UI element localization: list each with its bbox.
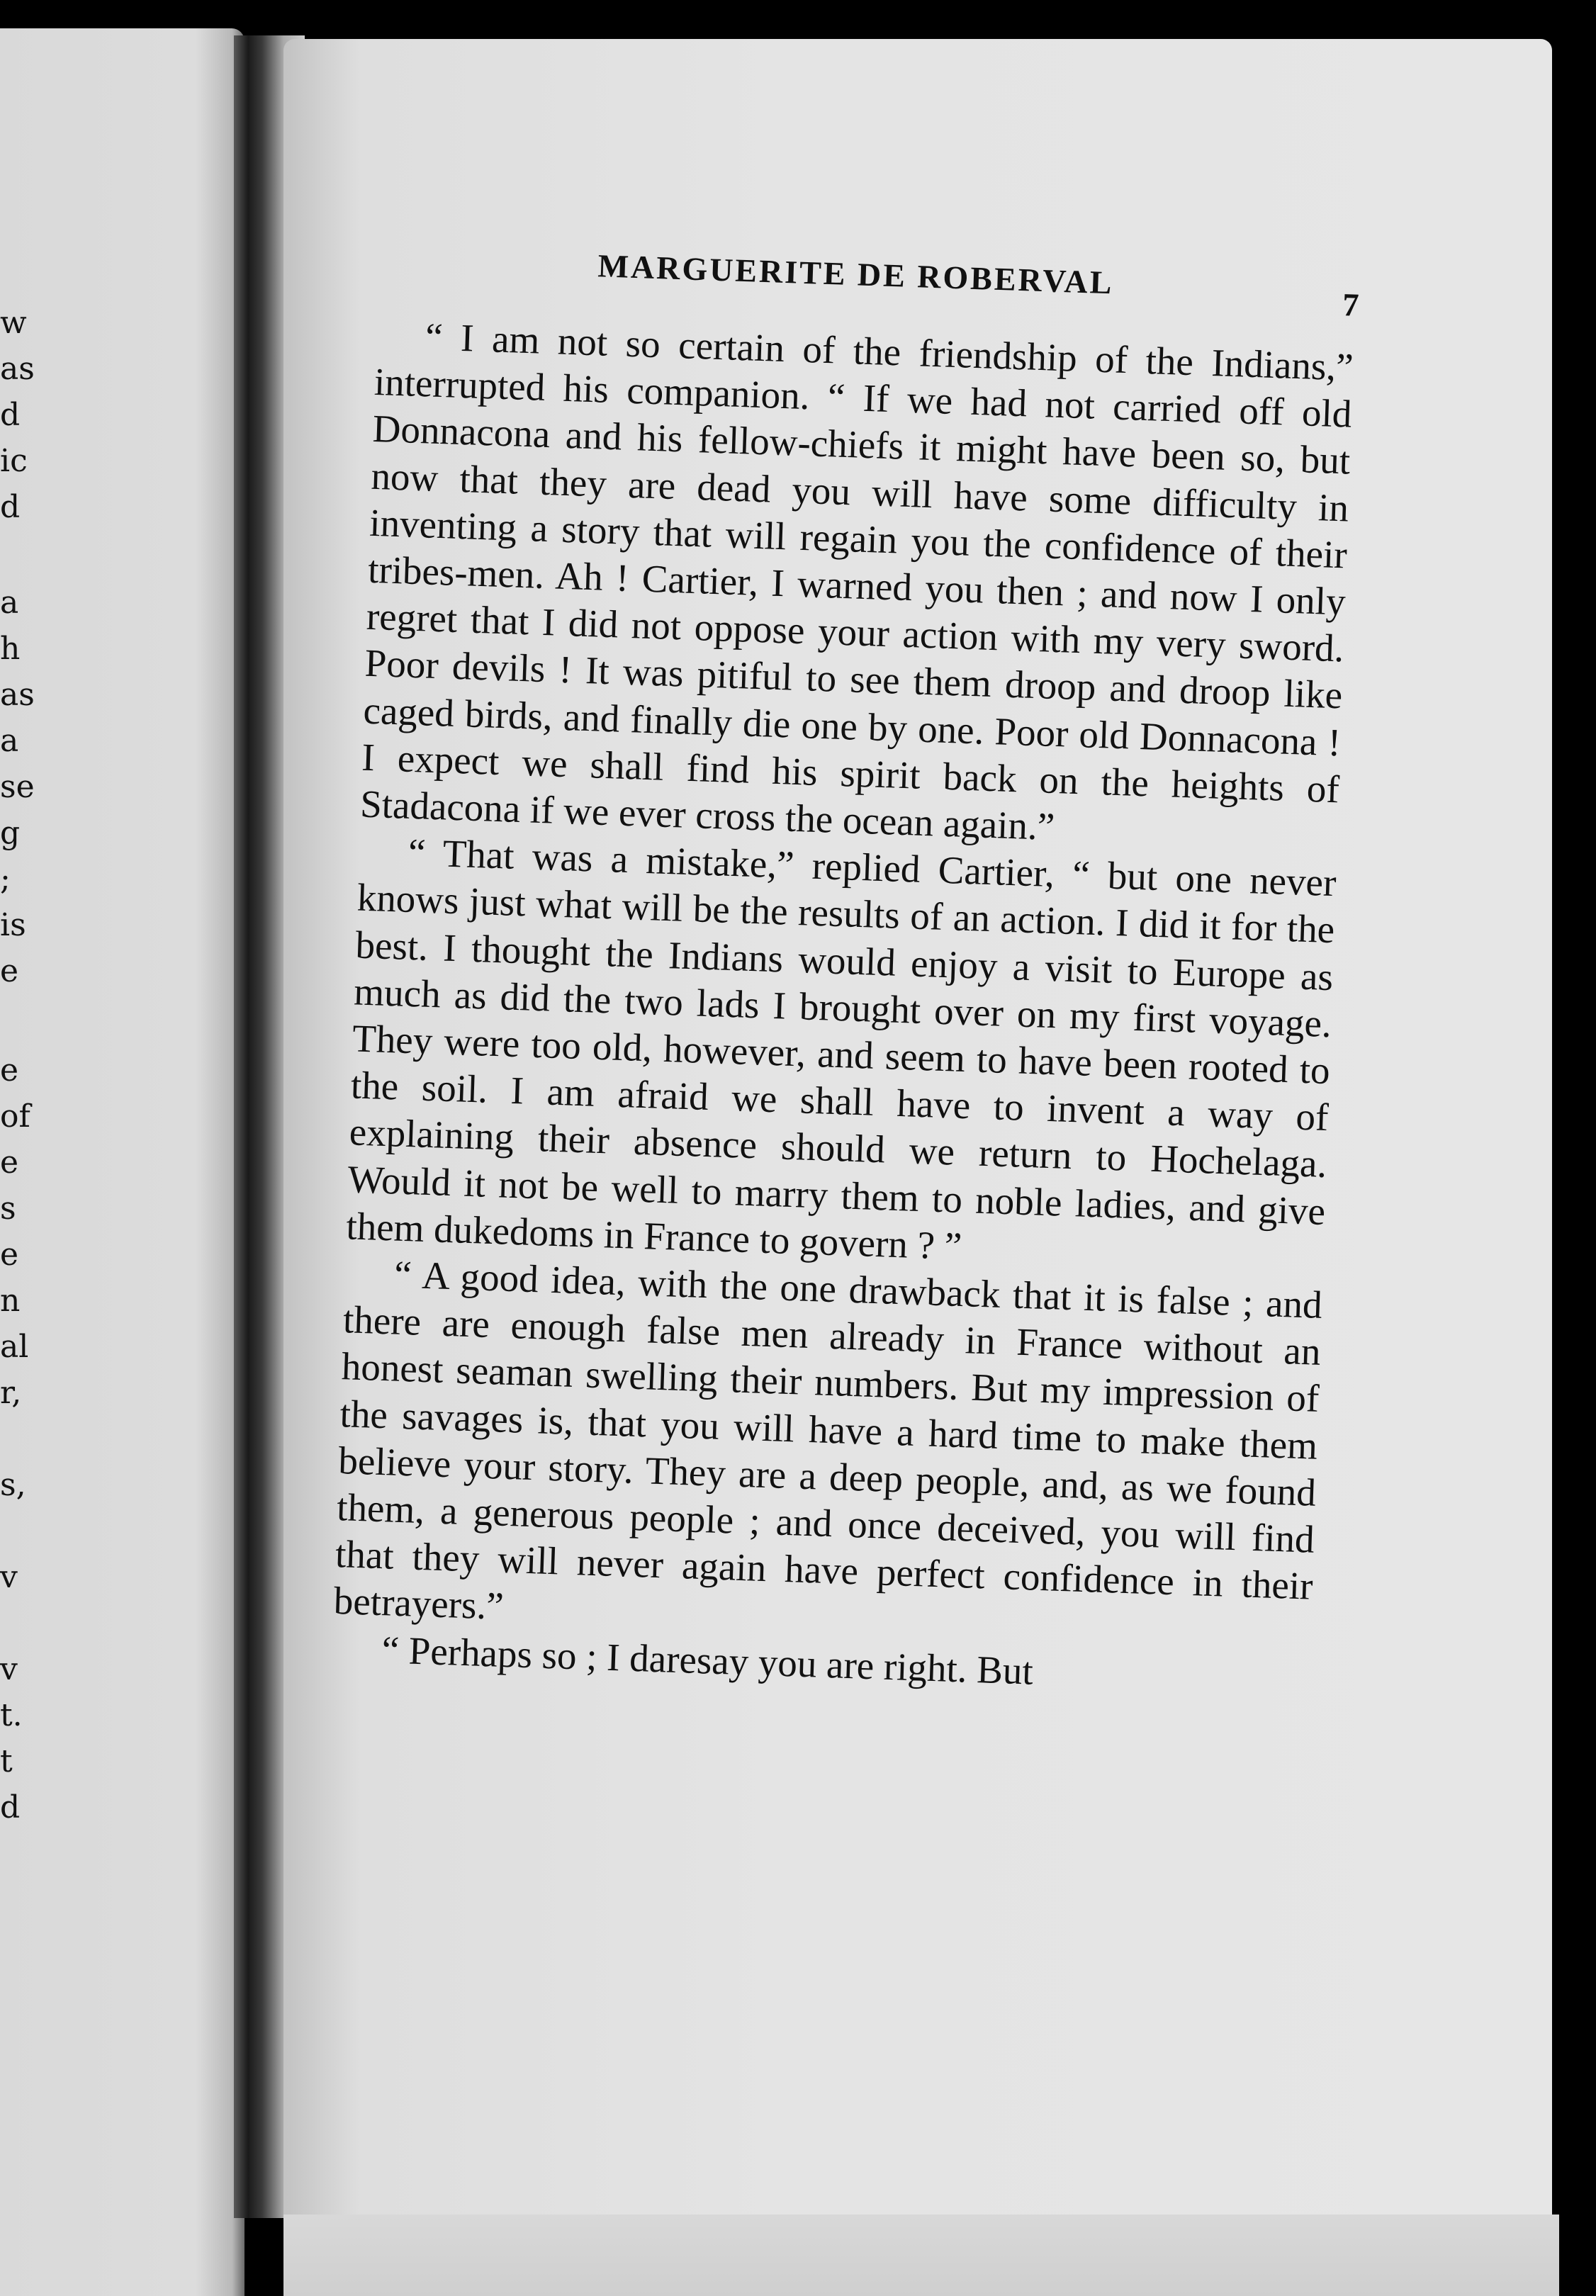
- line-ending: as: [0, 351, 35, 387]
- line-ending: of: [0, 1098, 30, 1135]
- line-ending: d: [0, 1789, 21, 1825]
- line-ending: d: [0, 489, 21, 525]
- previous-page-edge: [0, 28, 245, 2296]
- line-ending: e: [0, 1144, 19, 1181]
- line-ending: as: [0, 677, 35, 713]
- line-ending: is: [0, 907, 26, 943]
- line-ending: n: [0, 1283, 21, 1319]
- paragraph: “ That was a mistake,” replied Cartier, “ but one never knows just what will be the results of an action. I did it for the best. I thought the Indians would enjoy a visit to Europe as much as did the two lads I brought over on my first voyage. They were too old, however, and seem to have been rooted to the soil. I am afraid we shall have to invent a way of explaining their absence should we return to Hochelaga. Would it not be well to marry them to noble ladies, and give them dukedoms in France to govern ? ”: [345, 831, 1337, 1268]
- line-ending: e: [0, 1237, 19, 1273]
- page-number: 7: [1342, 286, 1360, 323]
- paragraph: “ Perhaps so ; I daresay you are right. But: [381, 1627, 1034, 1693]
- line-ending: ;: [0, 861, 11, 897]
- line-ending: e: [0, 1052, 19, 1088]
- body-text: [332, 312, 1354, 1704]
- page-lower-margin: [283, 2215, 1559, 2296]
- line-ending: e: [0, 953, 19, 989]
- line-ending: t: [0, 1743, 13, 1779]
- line-ending: a: [0, 585, 19, 621]
- line-ending: se: [0, 769, 35, 805]
- paragraph: “ A good idea, with the one drawback that it is false ; and there are enough false men already in France without an honest seaman swelling their numbers. But my impression of the savages is, that you will have a hard time to make them believe your story. They are a deep people, and, as we found them, a generous people ; and once deceived, you will find that they will never again have perfect confidence in their betrayers.”: [332, 1252, 1323, 1628]
- line-ending: t.: [0, 1697, 23, 1733]
- line-ending: v: [0, 1651, 18, 1687]
- line-ending: r,: [0, 1375, 22, 1411]
- line-ending: h: [0, 631, 21, 667]
- line-ending: al: [0, 1329, 29, 1365]
- line-ending: d: [0, 397, 21, 433]
- line-ending: v: [0, 1559, 18, 1595]
- line-ending: g: [0, 815, 21, 851]
- line-ending: w: [0, 305, 27, 341]
- line-ending: s,: [0, 1467, 26, 1503]
- line-ending: s: [0, 1191, 16, 1227]
- page-content: [332, 234, 1360, 1704]
- running-title: MARGUERITE DE ROBERVAL: [597, 247, 1115, 301]
- paragraph: “ I am not so certain of the friendship of the Indians,” interrupted his companion. “ If we had not carried off old Donnacona and his fellow-chiefs it might have been so, but now that they are dead you will have some difficulty in inventing a story that will regain you the confidence of their tribes-men. Ah ! Cartier, I warned you then ; and now I only regret that I did not oppose your action with my very sword. Poor devils ! It was pitiful to see them droop and droop like caged birds, and finally die one by one. Poor old Donnacona ! I expect we shall find his spirit back on the heights of Stadacona if we ever cross the ocean again.”: [359, 315, 1354, 849]
- line-ending: a: [0, 723, 19, 759]
- line-ending: ic: [0, 443, 28, 479]
